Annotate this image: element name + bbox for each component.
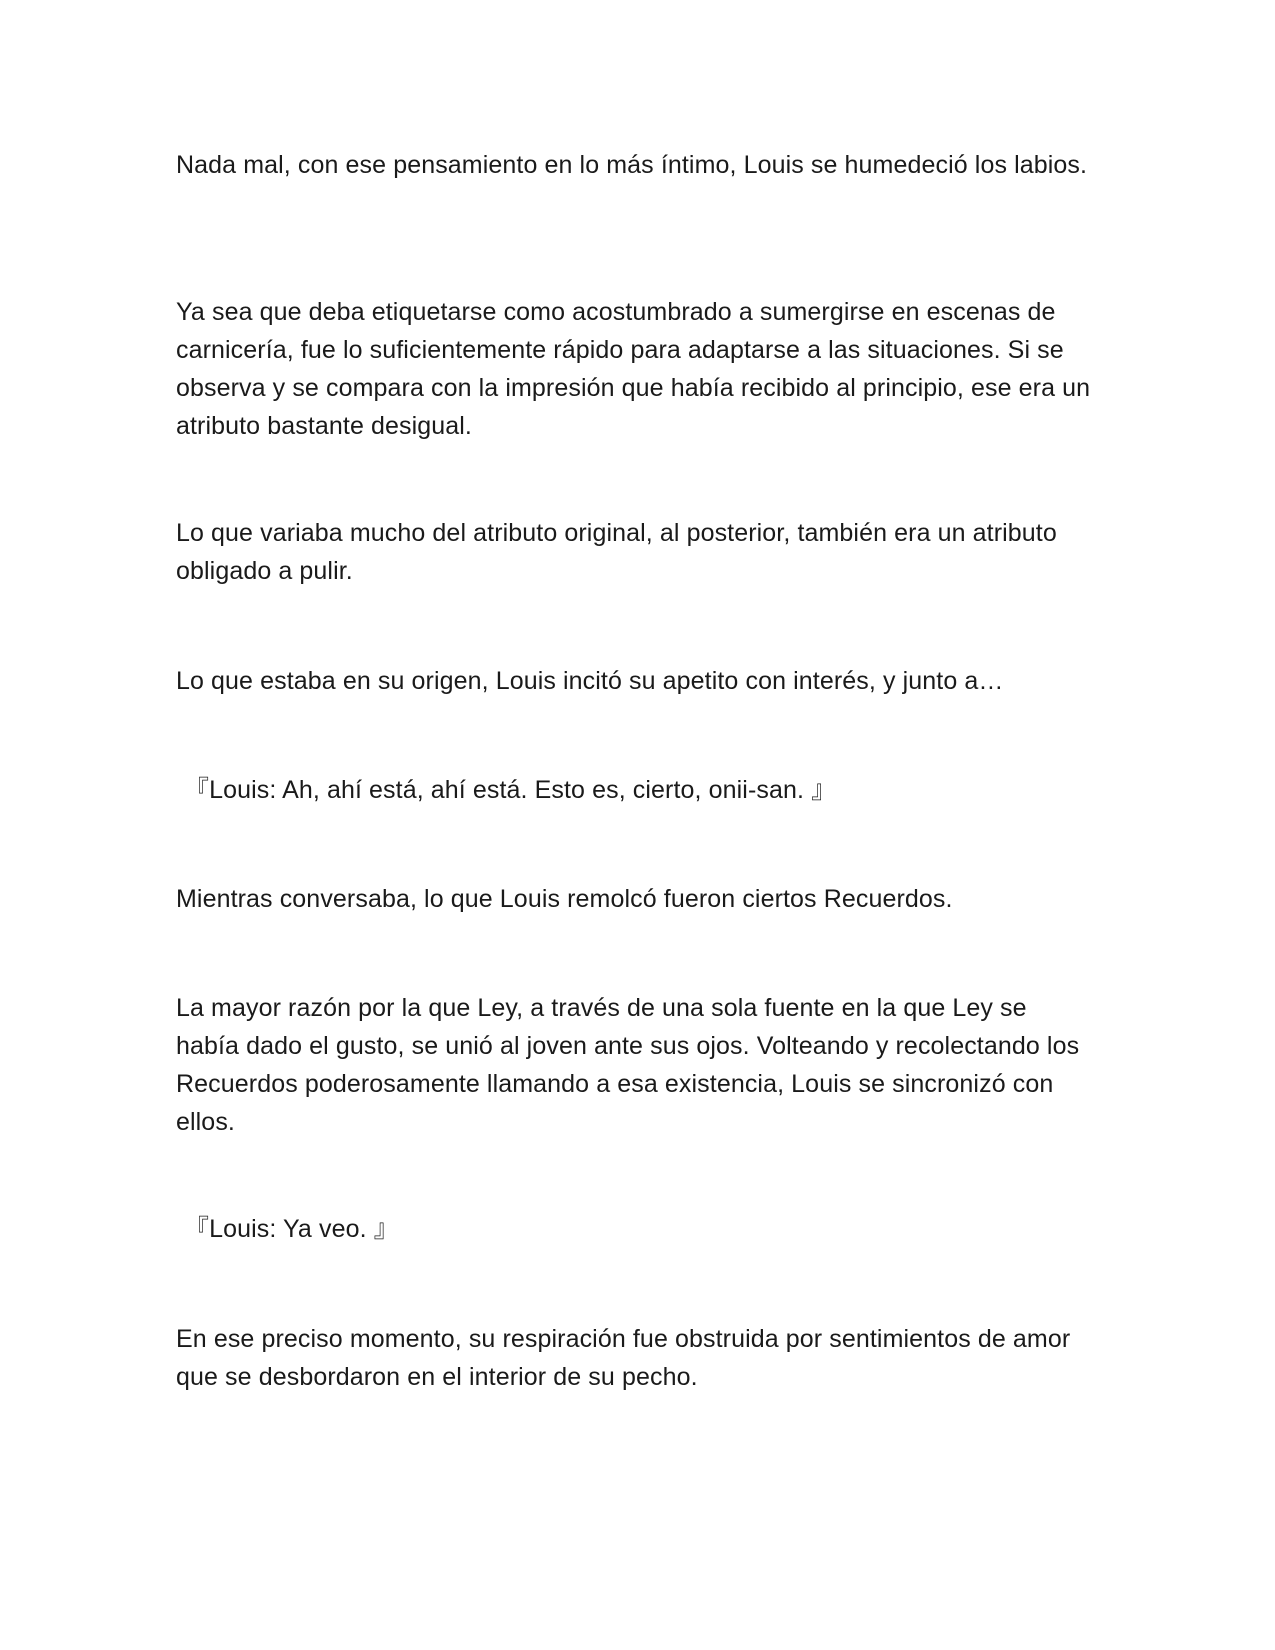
paragraph-7: En ese preciso momento, su respiración fue obstruida por sentimientos de amor que se desbordaron en el interior de su pecho. [176,1325,1071,1391]
paragraph-2: Ya sea que deba etiquetarse como acostumbrado a sumergirse en escenas de carnicería, fue lo suficientemente rápido para adaptarse a las situaciones. Si se observa y se compara con la impresión que había recibido al principio, ese era un atributo bastante desigual. [176,298,1091,440]
paragraph-6: La mayor razón por la que Ley, a través de una sola fuente en la que Ley se había dado el gusto, se unió al joven ante sus ojos. Volteando y recolectando los Recuerdos poderosamente llamando a esa existencia, Louis se sincronizó con ellos. [176,994,1080,1136]
dialogue-2: 『Louis: Ya veo. 』 [184,1215,399,1243]
paragraph-1: Nada mal, con ese pensamiento en lo más íntimo, Louis se humedeció los labios. [176,151,1088,179]
paragraph-3: Lo que variaba mucho del atributo original, al posterior, también era un atributo obligado a pulir. [176,519,1057,585]
paragraph-5: Mientras conversaba, lo que Louis remolcó fueron ciertos Recuerdos. [176,885,953,913]
paragraph-4: Lo que estaba en su origen, Louis incitó su apetito con interés, y junto a… [176,667,1004,695]
dialogue-1: 『Louis: Ah, ahí está, ahí está. Esto es, cierto, onii-san. 』 [184,776,837,804]
